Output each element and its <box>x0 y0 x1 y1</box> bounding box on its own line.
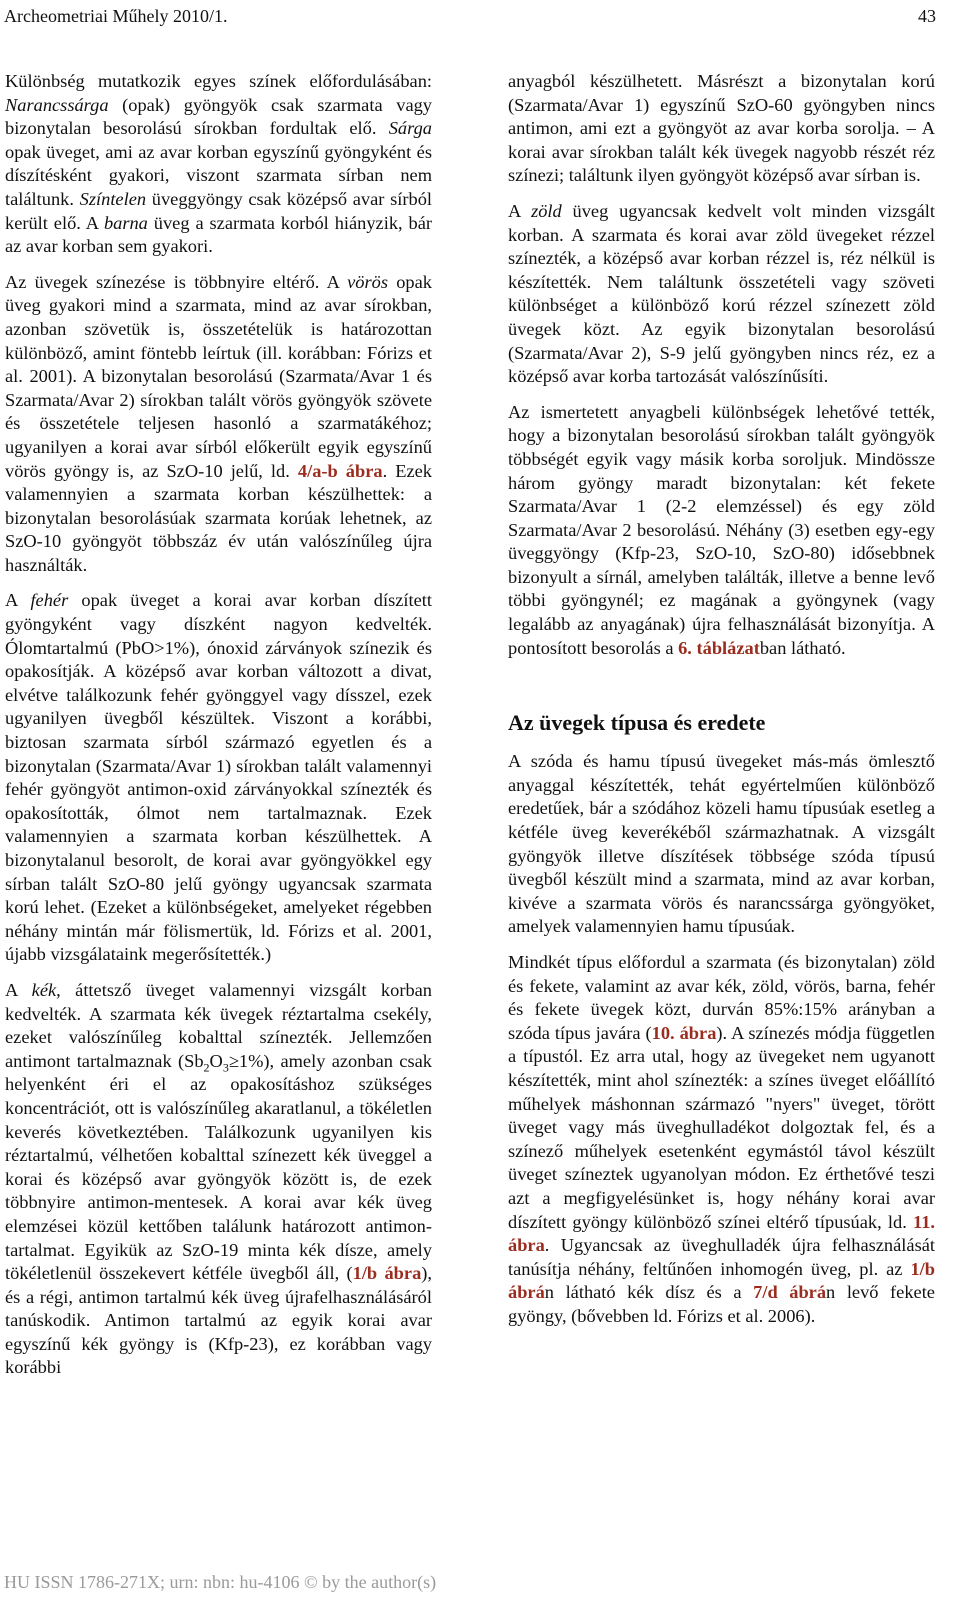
text-run: A <box>5 590 31 611</box>
text-run: O <box>209 1050 223 1071</box>
text-run: üveg a szarmata korból hiányzik, bár az avar korban sem gyakori. <box>5 212 432 257</box>
subscript: 3 <box>222 1060 229 1075</box>
text-run: A <box>5 979 32 1000</box>
text-run: anyagból készülhetett. Másrészt a bizonytalan korú (Szarmata/Avar 1) egyszínű SzO-60 gyöngyben nincs antimon, ami ezt a gyöngyöt az avar korba sorolja. – A korai avar sírokban talált kék üvegek nagyobb részét réz színezi; találtunk ilyen gyöngyöt középső avar sírban is. <box>508 71 935 186</box>
italic-term: fehér <box>30 590 69 611</box>
text-run: A szóda és hamu típusú üvegeket más-más ömlesztő anyaggal készítették, tehát egyértelműen különböző eredetűek, bár a szódához közeli hamu típusúak esetleg a kétféle üveg keverékéből származhatnak. A vizsgált gyöngyök illetve díszítések többsége szóda típusú üvegből készült mind a szarmata, mind az avar korban, kivéve a szarmata vörös és narancssárga gyöngyöket, amelyek valamennyien hamu típusúak. <box>508 751 935 937</box>
text-run: opak üveg gyakori mind a szarmata, mind az avar sírokban, azonban szövetük is, összetételük is határozottan különböző, amint föntebb leírtuk (ill. korábban: Fórizs et al. 2001). A bizonytalan besorolású (Szarmata/Avar 1 és Szarmata/Avar 2) sírokban talált vörös gyöngyök szövete és összetétele teljesen hasonló a szarmatákéhoz; ugyanilyen a korai avar sírból előkerült egyik egyszínű vörös gyöngy is, az SzO-10 jelű, ld. <box>5 271 432 481</box>
text-run: ban látható. <box>759 637 846 658</box>
text-run: opak üveget, ami az avar korban egyszínű gyöngyként és díszítésként gyakori, viszont szarmata sírban nem találtunk. <box>5 141 432 209</box>
figure-reference-link[interactable]: 7/d ábrá <box>753 1282 827 1303</box>
text-run: . Ugyancsak az üveghulladék újra felhasználását tanúsítja néhány, feltűnően inhomogén üveg, pl. az <box>508 1235 935 1279</box>
paragraph-type-distribution <box>508 951 935 1329</box>
text-run: ). A színezés módja független a típustól. Ez arra utal, hogy az üvegeket nem ugyanott készítették, mint ahol színezték: a színes üveget előállító műhelyek máshonnan származó "nyers" üveget, törött üveget vagy más üveghulladékot dolgoztak fel, és a színező műhelyek esetenként egymástól távol készült üveget színeztek ugyanolyan módon. Ez érthetővé teszi azt a megfigyelésünket is, hogy néhány korai avar díszített gyöngy különböző színei eltérő típusúak, ld. <box>508 1022 935 1232</box>
text-run: (opak) gyöngyök csak szarmata vagy bizonytalan besorolású sírokban fordultak elő. <box>5 94 432 139</box>
italic-term: Narancssárga <box>5 94 109 115</box>
text-run: üveg ugyancsak kedvelt volt minden vizsgált korban. A szarmata és korai avar zöld üvegeket rézzel színezték, a középső avar korban rézzel is, réz nélkül is készítették. Nem találtunk összetételi vagy szöveti különbséget a különböző korú rézzel színezett zöld üvegek közt. Az egyik bizonytalan besorolású (Szarmata/Avar 2), S-9 jelű gyöngyben nincs réz, ez a középső avar korba tartozását valószínűsíti. <box>508 200 935 387</box>
text-run: ≥1%), amely azonban csak helyenként éri el az opakosításhoz szükséges koncentrációt, ott is valószínűleg akaratlanul, a tökéletlen keverés következtében. Találkozunk ugyanilyen kis réztartalmú, vélhetően kobalttal színezett kék üveggel a korai és középső avar gyöngyök között is, de ezek többnyire antimon-mentesek. A korai avar kék üveg elemzései közül kettőben találunk határozott antimon-tartalmat. Egyikük az SzO-19 minta kék dísze, amely tökéletlenül összekevert kétféle üvegből áll, ( <box>5 1050 432 1284</box>
text-run: Mindkét típus előfordul a szarmata (és bizonytalan) zöld és fekete, valamint az avar kék, zöld, vörös, barna, fehér és fekete üvegek közt, durván 85%:15% arányban a szóda típus javára ( <box>508 952 935 1043</box>
text-run: Különbség mutatkozik egyes színek előfordulásában: <box>5 71 432 91</box>
text-run: Az üvegek színezése is többnyire eltérő. A <box>5 271 348 292</box>
subscript: 2 <box>203 1060 210 1075</box>
text-run: ), és a régi, antimon tartalmú kék üveg újrafelhasználásáról tanúskodik. Antimon tartalmú az egyik korai avar egyszínű kék gyöngy is (Kfp-23), ez korábban vagy korábbi <box>5 1263 433 1378</box>
paragraph-green-glass <box>508 200 935 389</box>
italic-term: vörös <box>347 271 388 292</box>
paragraph-colour-occurrence <box>5 70 432 259</box>
paragraph-red-glass <box>5 271 432 578</box>
figure-reference-link[interactable]: 11. ábra <box>508 1211 935 1256</box>
figure-reference-link[interactable]: 1/b ábra <box>352 1263 422 1284</box>
figure-reference-link[interactable]: 10. ábra <box>651 1022 717 1043</box>
italic-term: barna <box>103 212 148 233</box>
text-run: , áttetsző üveget valamennyi vizsgált korban kedvelték. A szarmata kék üvegek réztartalma csekély, ezeket valószínűleg kobalttal színezték. Jellemzően antimont tartalmaznak (Sb <box>5 979 432 1071</box>
italic-term: Színtelen <box>79 188 147 209</box>
italic-term: Sárga <box>388 118 432 139</box>
left-column <box>5 70 432 1392</box>
page-header <box>4 6 936 27</box>
paragraph-white-glass <box>5 589 432 967</box>
text-run: üveggyöngy csak középső avar sírból került elő. A <box>5 188 432 233</box>
text-run: n levő fekete gyöngy, (bővebben ld. Fórizs et al. 2006). <box>508 1282 935 1326</box>
page-footer: HU ISSN 1786-271X; urn: nbn: hu-4106 © by the author(s) <box>4 1572 437 1592</box>
page-number: 43 <box>918 6 936 26</box>
journal-title: Archeometriai Műhely 2010/1. <box>4 6 228 26</box>
italic-term: kék <box>31 979 57 1000</box>
text-run: Az ismertetett anyagbeli különbségek lehetővé tették, hogy a bizonytalan besorolású sírokban talált gyöngyök többségét egyik vagy másik korba soroljuk. Mindössze három gyöngy maradt bizonytalan: két fekete Szarmata/Avar 1 (2-2 elemzéssel) és egy zöld Szarmata/Avar 2 besorolású. Néhány (3) esetben egy-egy üveggyöngy (Kfp-23, SzO-10, SzO-80) idősebbnek bizonyult a sírnál, amelyben találták, illetve a benne levő többi gyöngynél; ez magának a gyöngynek (vagy legalább az anyagának) újra felhasználását bizonyítja. A pontosított besorolás a <box>508 401 935 658</box>
text-run: n látható kék dísz és a <box>544 1282 754 1303</box>
paragraph-glass-types <box>508 750 935 939</box>
figure-reference-link[interactable]: 4/a-b ábra <box>297 460 383 481</box>
text-run: . Ezek valamennyien a szarmata korban készülhettek: a bizonytalan besorolásúak szarmata korúak lehetnek, az SzO-10 gyöngyöt többszáz év után valószínűleg újra használták. <box>5 460 433 575</box>
text-run: A <box>508 200 532 221</box>
paragraph-blue-glass-continued <box>508 70 935 188</box>
text-run: opak üveget a korai avar korban díszített gyöngyként vagy díszként nagyon kedvelték. Ólomtartalmú (PbO>1%), ónoxid zárványok színezik és opakosítják. A középső avar korban változott a divat, elvétve találkozunk fehér gyönggyel vagy dísszel, ezek ugyanilyen üvegből készültek. Viszont a korábbi, biztosan szarmata sírból származó egyetlen és a bizonytalan (Szarmata/Avar 1) sírokban talált valamennyi fehér gyöngyöt antimon-oxid zárványokkal színezték és opakosították, ólmot nem tartalmaznak. Ezek valamennyien a szarmata korban készülhettek. A bizonytalanul besorolt, de korai avar gyöngyökkel egy sírban talált SzO-80 jelű gyöngy ugyancsak szarmata korú lehet. (Ezeket a különbségeket, amelyeket régebben néhány mintán már fölismertük, ld. Fórizs et al. 2001, újabb vizsgálataink megerősítették.) <box>5 590 432 965</box>
paragraph-classification <box>508 401 935 661</box>
italic-term: zöld <box>531 200 562 221</box>
section-heading: Az üvegek típusa és eredete <box>508 710 766 736</box>
right-column <box>508 70 935 1341</box>
paragraph-blue-glass <box>5 979 432 1380</box>
table-reference-link[interactable]: 6. táblázat <box>678 637 760 658</box>
figure-reference-link[interactable]: 1/b ábrá <box>508 1258 935 1303</box>
